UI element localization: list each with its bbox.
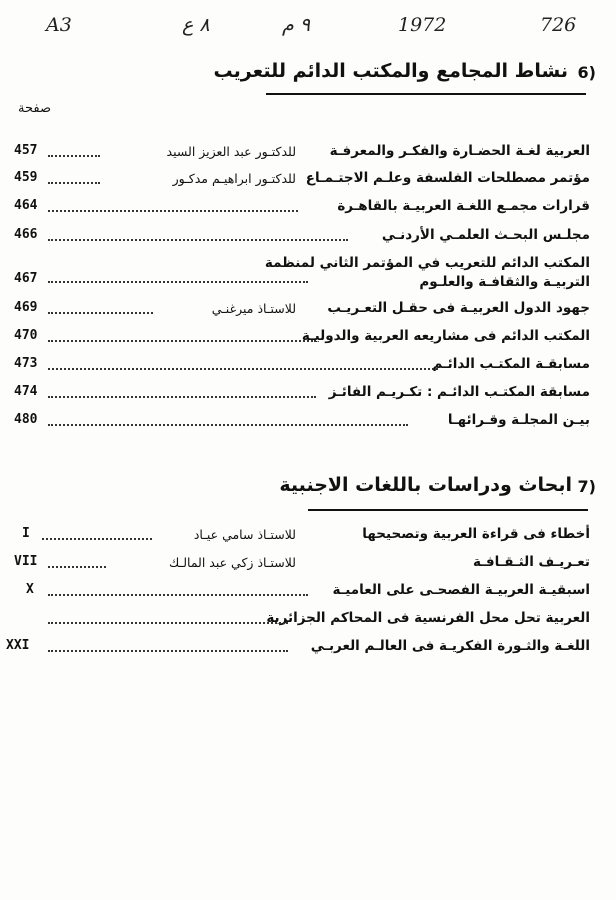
section-7-underline — [308, 509, 588, 511]
entry-title: اسبقيـة العربيـة الفصحـى على العاميـة — [332, 582, 590, 598]
entry-author: للاستـاذ ميرغنـي — [211, 301, 296, 316]
toc-entry — [0, 610, 616, 634]
dot-leader — [48, 239, 348, 241]
entry-page: X — [26, 582, 34, 597]
entry-title-line-1: المكتب الدائم للتعريب في المؤتمر الثاني لمنظمة — [264, 255, 590, 271]
dot-leader — [48, 210, 298, 212]
entry-title: العربية لغـة الحضـارة والفكـر والمعرفـة — [329, 143, 590, 159]
dot-leader — [48, 340, 316, 342]
dot-leader — [48, 368, 438, 370]
entry-page: 464 — [14, 198, 38, 213]
dot-leader — [48, 622, 288, 624]
handwritten-note-2: ٩ م — [282, 14, 311, 36]
entry-page: I — [22, 526, 30, 541]
entry-page: 480 — [14, 412, 38, 427]
dot-leader — [48, 424, 408, 426]
entry-page: 459 — [14, 170, 38, 185]
toc-entry — [0, 554, 616, 578]
handwritten-code: A3 — [46, 14, 72, 36]
entry-title: مجلـس البحـث العلمـي الأردنـي — [381, 227, 590, 243]
entry-title: جهود الدول العربيـة فى حقـل التعـريـب — [327, 300, 590, 316]
entry-title: العربية تحل محل الفرنسية فى المحاكم الجزائرية — [266, 610, 590, 626]
section-6-title: نشاط المجامع والمكتب الدائم للتعريب — [213, 60, 568, 82]
section-7-number: 7) — [577, 477, 596, 496]
toc-entry — [0, 198, 616, 222]
dot-leader — [48, 281, 308, 283]
entry-title: تعـريـف الثـقـافـة — [472, 554, 590, 570]
toc-entry — [0, 170, 616, 194]
entry-title: اللغـة والثـورة الفكريـة فى العالـم العربـي — [310, 638, 590, 654]
entry-title: أخطاء فى قراءة العربية وتصحيحها — [362, 526, 590, 542]
entry-title: المكتب الدائم فى مشاريعه العربية والدوليـة — [301, 328, 590, 344]
entry-title: مسابقـة المكتـب الدائـم — [432, 356, 590, 372]
entry-title: قرارات مجمـع اللغـة العربيـة بالقاهـرة — [337, 198, 590, 214]
entry-page: 457 — [14, 143, 38, 158]
dot-leader — [48, 594, 308, 596]
toc-entry — [0, 412, 616, 436]
section-7-title: ابحاث ودراسات باللغات الاجنبية — [279, 474, 572, 496]
toc-entry — [0, 582, 616, 606]
handwritten-number: 726 — [540, 14, 577, 36]
entry-title — [265, 254, 590, 292]
dot-leader — [48, 312, 153, 314]
entry-author: للاستـاذ سامي عيـاد — [193, 527, 296, 542]
toc-entry — [0, 526, 616, 550]
toc-entry — [0, 256, 616, 296]
toc-entry — [0, 300, 616, 324]
handwritten-year: 1972 — [398, 14, 447, 36]
dot-leader — [48, 182, 100, 184]
entry-author: للدكتـور ابراهيـم مدكـور — [172, 171, 296, 186]
toc-entry — [0, 356, 616, 380]
entry-title-line-2: التربيـة والثقافـة والعلـوم — [419, 274, 590, 290]
entry-page: XXI — [6, 638, 30, 653]
entry-title: مؤتمر مصطلحات الفلسفة وعلـم الاجتـمـاع — [305, 170, 590, 186]
toc-entry — [0, 328, 616, 352]
entry-author: للاستـاذ زكي عبد المالـك — [169, 555, 296, 570]
entry-title: بيـن المجلـة وقـرائهـا — [447, 412, 590, 428]
toc-entry — [0, 227, 616, 251]
page-column-label: صفحة — [18, 101, 51, 116]
entry-page: VII — [14, 554, 38, 569]
dot-leader — [48, 650, 288, 652]
entry-page: 467 — [14, 271, 38, 286]
entry-page: 474 — [14, 384, 38, 399]
dot-leader — [48, 566, 106, 568]
entry-author: للدكتـور عبد العزيز السيد — [166, 144, 296, 159]
entry-page: 470 — [14, 328, 38, 343]
entry-page: 469 — [14, 300, 38, 315]
toc-entry — [0, 638, 616, 662]
dot-leader — [42, 538, 152, 540]
dot-leader — [48, 155, 100, 157]
handwritten-note-1: ٨ ع — [182, 14, 210, 36]
toc-entry — [0, 143, 616, 167]
entry-page: 473 — [14, 356, 38, 371]
section-6-number: 6) — [577, 63, 596, 82]
section-6-underline — [266, 93, 586, 95]
dot-leader — [48, 396, 316, 398]
entry-page: 466 — [14, 227, 38, 242]
toc-entry — [0, 384, 616, 408]
entry-title: مسابقة المكتـب الدائـم : تكـريـم الفائـز — [328, 384, 590, 400]
